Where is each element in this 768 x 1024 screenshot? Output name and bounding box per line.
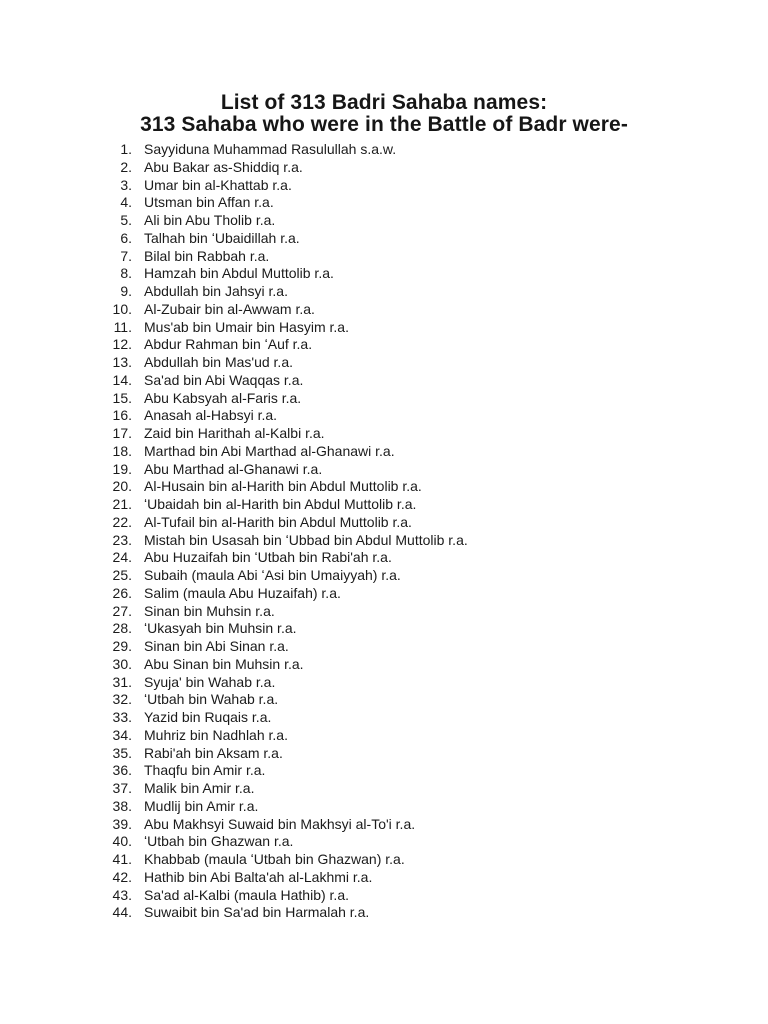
list-item — [0, 603, 768, 621]
list-item-name: Syuja' bin Wahab r.a. — [144, 673, 276, 690]
list-item-name: Bilal bin Rabbah r.a. — [144, 247, 270, 264]
list-item-number: 4. — [120, 194, 132, 211]
list-item-number: 17. — [112, 425, 132, 441]
list-item — [0, 514, 768, 532]
list-item-name: Mus'ab bin Umair bin Hasyim r.a. — [144, 318, 349, 335]
list-item-name: Hathib bin Abi Balta'ah al-Lakhmi r.a. — [144, 868, 373, 885]
list-item-number: 7. — [120, 247, 132, 264]
list-item-name: Salim (maula Abu Huzaifah) r.a. — [144, 584, 341, 601]
list-item — [0, 212, 768, 230]
list-item — [0, 319, 768, 337]
list-item-number: 31. — [112, 673, 132, 690]
list-item-number: 13. — [112, 354, 132, 370]
list-item — [0, 478, 768, 496]
list-item — [0, 887, 768, 905]
list-item-name: Ali bin Abu Tholib r.a. — [144, 212, 276, 228]
list-item-number: 14. — [112, 371, 132, 388]
list-item-number: 39. — [112, 815, 132, 832]
list-item — [0, 567, 768, 585]
list-item — [0, 177, 768, 195]
list-item-number: 16. — [112, 407, 132, 424]
list-item-number: 6. — [120, 229, 132, 246]
list-item-name: ʻUbaidah bin al-Harith bin Abdul Muttolib r.a. — [144, 496, 417, 512]
list-item — [0, 691, 768, 709]
title-block — [0, 92, 768, 136]
list-item — [0, 869, 768, 887]
list-item — [0, 283, 768, 301]
list-item — [0, 354, 768, 372]
list-item-name: Abu Marthad al-Ghanawi r.a. — [144, 460, 323, 477]
list-item-number: 22. — [112, 513, 132, 530]
document-subtitle: 313 Sahaba who were in the Battle of Badr were- — [140, 113, 628, 136]
list-item-number: 2. — [120, 158, 132, 175]
list-item-name: Mistah bin Usasah bin ʻUbbad bin Abdul Muttolib r.a. — [144, 531, 468, 548]
list-item-number: 11. — [113, 318, 132, 335]
list-item-name: Rabi'ah bin Aksam r.a. — [144, 744, 283, 761]
list-item-number: 32. — [112, 691, 132, 708]
list-item — [0, 425, 768, 443]
list-item-name: Suwaibit bin Sa'ad bin Harmalah r.a. — [144, 904, 370, 921]
list-item-number: 37. — [112, 780, 132, 796]
list-item-name: ʻUkasyah bin Muhsin r.a. — [144, 620, 297, 637]
list-item-name: ʻUtbah bin Wahab r.a. — [144, 691, 279, 708]
list-item-name: Muhriz bin Nadhlah r.a. — [144, 726, 288, 743]
list-item — [0, 407, 768, 425]
list-item-number: 12. — [112, 336, 132, 353]
list-item-name: Subaih (maula Abi ʻAsi bin Umaiyyah) r.a. — [144, 567, 401, 583]
list-item-number: 35. — [112, 744, 132, 761]
list-item-number: 41. — [112, 851, 132, 867]
list-item — [0, 762, 768, 780]
list-item-number: 40. — [112, 833, 132, 850]
list-item-number: 28. — [112, 620, 132, 637]
list-item — [0, 159, 768, 177]
list-item — [0, 904, 768, 922]
list-item-name: Yazid bin Ruqais r.a. — [144, 709, 272, 725]
list-item — [0, 532, 768, 550]
list-item-name: Zaid bin Harithah al-Kalbi r.a. — [144, 425, 325, 441]
list-item — [0, 674, 768, 692]
list-item-number: 29. — [112, 638, 132, 654]
document-title: List of 313 Badri Sahaba names: — [220, 91, 548, 114]
list-item — [0, 549, 768, 567]
list-item — [0, 638, 768, 656]
list-item — [0, 780, 768, 798]
list-item-number: 27. — [112, 602, 132, 619]
list-item — [0, 816, 768, 834]
list-item-name: Sa'ad bin Abi Waqqas r.a. — [144, 371, 304, 388]
list-item-name: Abu Makhsyi Suwaid bin Makhsyi al-To'i r.a. — [144, 815, 416, 832]
list-item — [0, 301, 768, 319]
list-item-number: 3. — [120, 176, 132, 193]
list-item-name: Abu Kabsyah al-Faris r.a. — [144, 389, 302, 406]
list-item-number: 23. — [112, 531, 132, 548]
list-item-name: Abdullah bin Jahsyi r.a. — [144, 283, 288, 299]
list-item — [0, 461, 768, 479]
list-item — [0, 745, 768, 763]
list-item — [0, 798, 768, 816]
list-item — [0, 620, 768, 638]
list-item-name: Marthad bin Abi Marthad al-Ghanawi r.a. — [144, 442, 395, 459]
list-item-number: 9. — [120, 283, 132, 299]
list-item-name: Sa'ad al-Kalbi (maula Hathib) r.a. — [144, 886, 349, 903]
list-item — [0, 230, 768, 248]
list-item-number: 25. — [112, 567, 132, 583]
list-item-number: 15. — [112, 389, 132, 406]
list-item-name: Umar bin al-Khattab r.a. — [144, 176, 292, 193]
list-item-name: Sinan bin Abi Sinan r.a. — [144, 638, 289, 654]
list-item-name: Abdullah bin Mas'ud r.a. — [144, 354, 293, 370]
list-item-name: Khabbab (maula ʻUtbah bin Ghazwan) r.a. — [144, 851, 405, 867]
list-item — [0, 851, 768, 869]
list-item — [0, 194, 768, 212]
list-item — [0, 656, 768, 674]
list-item-number: 21. — [112, 496, 132, 512]
list-item-number: 24. — [112, 549, 132, 566]
list-item-number: 10. — [112, 300, 132, 317]
list-item-number: 38. — [112, 797, 132, 814]
list-item-number: 43. — [112, 886, 132, 903]
list-item-name: Anasah al-Habsyi r.a. — [144, 407, 278, 424]
list-item — [0, 496, 768, 514]
list-item-name: Thaqfu bin Amir r.a. — [144, 762, 266, 779]
list-item-name: Utsman bin Affan r.a. — [144, 194, 274, 211]
list-item — [0, 265, 768, 283]
list-item — [0, 141, 768, 159]
list-item-name: Mudlij bin Amir r.a. — [144, 797, 259, 814]
list-item-number: 8. — [120, 265, 132, 282]
list-item-name: Sinan bin Muhsin r.a. — [144, 602, 275, 619]
sahaba-name-list — [0, 141, 768, 922]
list-item-name: Abu Sinan bin Muhsin r.a. — [144, 655, 304, 672]
list-item-number: 36. — [112, 762, 132, 779]
list-item-number: 20. — [112, 478, 132, 495]
list-item-name: Talhah bin ʻUbaidillah r.a. — [144, 229, 300, 246]
list-item — [0, 248, 768, 266]
list-item-name: Al-Zubair bin al-Awwam r.a. — [144, 300, 315, 317]
list-item-name: Malik bin Amir r.a. — [144, 780, 255, 796]
list-item-number: 18. — [112, 442, 132, 459]
list-item — [0, 336, 768, 354]
list-item — [0, 709, 768, 727]
list-item-number: 1. — [120, 141, 132, 157]
list-item — [0, 443, 768, 461]
list-item-number: 26. — [112, 584, 132, 601]
list-item-name: Abu Bakar as-Shiddiq r.a. — [144, 158, 303, 175]
list-item-name: Sayyiduna Muhammad Rasulullah s.a.w. — [144, 141, 397, 157]
list-item-number: 33. — [112, 709, 132, 725]
list-item-number: 42. — [112, 868, 132, 885]
list-item-name: Abdur Rahman bin ʻAuf r.a. — [144, 336, 313, 353]
list-item-number: 44. — [112, 904, 132, 921]
list-item — [0, 585, 768, 603]
list-item-number: 19. — [112, 460, 132, 477]
list-item-name: Abu Huzaifah bin ʻUtbah bin Rabi'ah r.a. — [144, 549, 392, 566]
list-item — [0, 390, 768, 408]
list-item-name: ʻUtbah bin Ghazwan r.a. — [144, 833, 294, 850]
list-item-number: 30. — [112, 655, 132, 672]
list-item-name: Al-Husain bin al-Harith bin Abdul Muttolib r.a. — [144, 478, 422, 495]
list-item-number: 34. — [112, 726, 132, 743]
list-item-number: 5. — [120, 212, 132, 228]
list-item — [0, 372, 768, 390]
list-item — [0, 727, 768, 745]
list-item — [0, 833, 768, 851]
list-item-name: Hamzah bin Abdul Muttolib r.a. — [144, 265, 334, 282]
list-item-name: Al-Tufail bin al-Harith bin Abdul Muttolib r.a. — [144, 513, 412, 530]
